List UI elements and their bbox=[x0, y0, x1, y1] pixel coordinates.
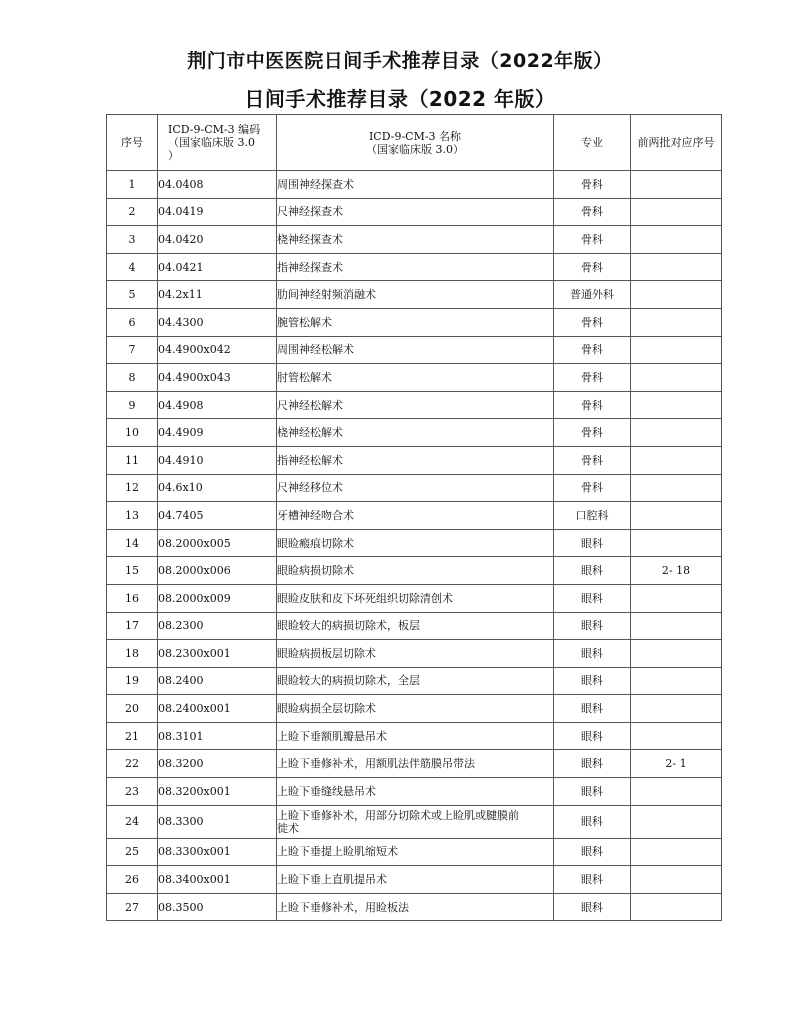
row-number: 15 bbox=[107, 557, 158, 585]
procedure-name: 眼睑病损切除术 bbox=[277, 557, 554, 585]
procedure-name: 桡神经松解术 bbox=[277, 419, 554, 447]
previous-batch-number bbox=[631, 695, 722, 723]
table-row bbox=[107, 308, 722, 336]
row-number: 12 bbox=[107, 474, 158, 502]
table-row bbox=[107, 226, 722, 254]
table-row bbox=[107, 667, 722, 695]
procedure-name: 尺神经松解术 bbox=[277, 391, 554, 419]
procedure-name: 眼睑病损全层切除术 bbox=[277, 695, 554, 723]
previous-batch-number bbox=[631, 171, 722, 199]
icd-code: 08.2000x006 bbox=[158, 557, 277, 585]
table-row bbox=[107, 866, 722, 894]
procedure-name: 上睑下垂额肌瓣悬吊术 bbox=[277, 722, 554, 750]
document-subtitle: 日间手术推荐目录（2022 年版） bbox=[244, 87, 556, 111]
procedure-name: 桡神经探查术 bbox=[277, 226, 554, 254]
previous-batch-number bbox=[631, 364, 722, 392]
table-row bbox=[107, 612, 722, 640]
row-number: 3 bbox=[107, 226, 158, 254]
table-row bbox=[107, 474, 722, 502]
icd-code: 04.6x10 bbox=[158, 474, 277, 502]
procedure-name: 眼睑皮肤和皮下坏死组织切除清创术 bbox=[277, 584, 554, 612]
table-row bbox=[107, 253, 722, 281]
table-row bbox=[107, 695, 722, 723]
icd-code: 08.3500 bbox=[158, 893, 277, 921]
previous-batch-number bbox=[631, 667, 722, 695]
row-number: 26 bbox=[107, 866, 158, 894]
icd-code: 08.3101 bbox=[158, 722, 277, 750]
department: 眼科 bbox=[554, 667, 631, 695]
procedure-name: 周围神经探查术 bbox=[277, 171, 554, 199]
row-number: 24 bbox=[107, 805, 158, 838]
previous-batch-number bbox=[631, 893, 722, 921]
row-number: 13 bbox=[107, 502, 158, 530]
procedure-name: 上睑下垂修补术，用额肌法伴筋膜吊带法 bbox=[277, 750, 554, 778]
table-row bbox=[107, 281, 722, 309]
row-number: 19 bbox=[107, 667, 158, 695]
row-number: 11 bbox=[107, 446, 158, 474]
table-row bbox=[107, 171, 722, 199]
previous-batch-number bbox=[631, 446, 722, 474]
table-row bbox=[107, 722, 722, 750]
row-number: 18 bbox=[107, 640, 158, 668]
previous-batch-number bbox=[631, 226, 722, 254]
department: 骨科 bbox=[554, 171, 631, 199]
header-number: 序号 bbox=[107, 115, 158, 171]
department: 骨科 bbox=[554, 364, 631, 392]
icd-code: 08.2400x001 bbox=[158, 695, 277, 723]
icd-code: 04.4900x043 bbox=[158, 364, 277, 392]
row-number: 9 bbox=[107, 391, 158, 419]
department: 眼科 bbox=[554, 778, 631, 806]
previous-batch-number bbox=[631, 866, 722, 894]
department: 骨科 bbox=[554, 198, 631, 226]
procedure-name: 眼睑较大的病损切除术，全层 bbox=[277, 667, 554, 695]
procedure-name: 上睑下垂缝线悬吊术 bbox=[277, 778, 554, 806]
icd-code: 04.0420 bbox=[158, 226, 277, 254]
icd-code: 04.0421 bbox=[158, 253, 277, 281]
previous-batch-number bbox=[631, 640, 722, 668]
table-row bbox=[107, 778, 722, 806]
department: 眼科 bbox=[554, 893, 631, 921]
table-row bbox=[107, 529, 722, 557]
previous-batch-number bbox=[631, 336, 722, 364]
procedure-name: 肘管松解术 bbox=[277, 364, 554, 392]
table-row bbox=[107, 419, 722, 447]
procedure-name: 牙槽神经吻合术 bbox=[277, 502, 554, 530]
department: 眼科 bbox=[554, 838, 631, 866]
icd-code: 04.4909 bbox=[158, 419, 277, 447]
previous-batch-number bbox=[631, 391, 722, 419]
header-icd-name: ICD-9-CM-3 名称 （国家临床版 3.0） bbox=[277, 115, 554, 171]
row-number: 17 bbox=[107, 612, 158, 640]
procedure-name: 上睑下垂修补术，用部分切除术或上睑肌或腱膜前 徙术 bbox=[277, 805, 554, 838]
icd-code: 08.2300x001 bbox=[158, 640, 277, 668]
row-number: 8 bbox=[107, 364, 158, 392]
procedure-name: 上睑下垂上直肌提吊术 bbox=[277, 866, 554, 894]
header-department: 专业 bbox=[554, 115, 631, 171]
header-icd-code: ICD-9-CM-3 编码 （国家临床版 3.0 ） bbox=[158, 115, 277, 171]
table-row bbox=[107, 584, 722, 612]
table-header-row bbox=[107, 115, 722, 171]
department: 骨科 bbox=[554, 226, 631, 254]
row-number: 16 bbox=[107, 584, 158, 612]
row-number: 2 bbox=[107, 198, 158, 226]
department: 眼科 bbox=[554, 866, 631, 894]
department: 普通外科 bbox=[554, 281, 631, 309]
icd-code: 08.3300x001 bbox=[158, 838, 277, 866]
table-row bbox=[107, 198, 722, 226]
department: 眼科 bbox=[554, 750, 631, 778]
row-number: 21 bbox=[107, 722, 158, 750]
icd-code: 08.3300 bbox=[158, 805, 277, 838]
department: 眼科 bbox=[554, 722, 631, 750]
procedure-name: 肋间神经射频消融术 bbox=[277, 281, 554, 309]
icd-code: 08.2000x005 bbox=[158, 529, 277, 557]
row-number: 22 bbox=[107, 750, 158, 778]
department: 眼科 bbox=[554, 584, 631, 612]
procedure-name: 眼睑较大的病损切除术，板层 bbox=[277, 612, 554, 640]
previous-batch-number bbox=[631, 502, 722, 530]
previous-batch-number bbox=[631, 308, 722, 336]
table-row bbox=[107, 391, 722, 419]
table-row bbox=[107, 640, 722, 668]
department: 骨科 bbox=[554, 474, 631, 502]
procedure-name: 腕管松解术 bbox=[277, 308, 554, 336]
icd-code: 08.2300 bbox=[158, 612, 277, 640]
row-number: 10 bbox=[107, 419, 158, 447]
table-row bbox=[107, 805, 722, 838]
procedure-name: 周围神经松解术 bbox=[277, 336, 554, 364]
procedure-name: 尺神经移位术 bbox=[277, 474, 554, 502]
row-number: 5 bbox=[107, 281, 158, 309]
icd-code: 08.2000x009 bbox=[158, 584, 277, 612]
table-row bbox=[107, 364, 722, 392]
icd-code: 04.0408 bbox=[158, 171, 277, 199]
procedure-name: 上睑下垂提上睑肌缩短术 bbox=[277, 838, 554, 866]
icd-code: 08.3200 bbox=[158, 750, 277, 778]
department: 骨科 bbox=[554, 419, 631, 447]
row-number: 25 bbox=[107, 838, 158, 866]
previous-batch-number bbox=[631, 253, 722, 281]
previous-batch-number bbox=[631, 584, 722, 612]
procedure-name: 指神经松解术 bbox=[277, 446, 554, 474]
row-number: 23 bbox=[107, 778, 158, 806]
procedure-name: 指神经探查术 bbox=[277, 253, 554, 281]
row-number: 1 bbox=[107, 171, 158, 199]
previous-batch-number: 2- 18 bbox=[631, 557, 722, 585]
row-number: 7 bbox=[107, 336, 158, 364]
table-row bbox=[107, 446, 722, 474]
department: 眼科 bbox=[554, 695, 631, 723]
icd-code: 08.3400x001 bbox=[158, 866, 277, 894]
icd-code: 04.2x11 bbox=[158, 281, 277, 309]
row-number: 27 bbox=[107, 893, 158, 921]
table-row bbox=[107, 750, 722, 778]
previous-batch-number bbox=[631, 838, 722, 866]
icd-code: 04.4908 bbox=[158, 391, 277, 419]
department: 骨科 bbox=[554, 336, 631, 364]
icd-code: 08.2400 bbox=[158, 667, 277, 695]
icd-code: 04.0419 bbox=[158, 198, 277, 226]
previous-batch-number bbox=[631, 198, 722, 226]
department: 眼科 bbox=[554, 529, 631, 557]
previous-batch-number bbox=[631, 612, 722, 640]
previous-batch-number bbox=[631, 474, 722, 502]
previous-batch-number bbox=[631, 805, 722, 838]
surgery-catalog-table bbox=[106, 114, 722, 921]
icd-code: 04.4300 bbox=[158, 308, 277, 336]
department: 眼科 bbox=[554, 805, 631, 838]
department: 骨科 bbox=[554, 253, 631, 281]
previous-batch-number bbox=[631, 722, 722, 750]
table-row bbox=[107, 893, 722, 921]
header-previous-number: 前两批对应序号 bbox=[631, 115, 722, 171]
department: 口腔科 bbox=[554, 502, 631, 530]
department: 眼科 bbox=[554, 612, 631, 640]
icd-code: 04.4900x042 bbox=[158, 336, 277, 364]
procedure-name: 尺神经探查术 bbox=[277, 198, 554, 226]
document-title: 荆门市中医医院日间手术推荐目录（2022年版） bbox=[187, 50, 613, 72]
icd-code: 08.3200x001 bbox=[158, 778, 277, 806]
procedure-name: 眼睑病损板层切除术 bbox=[277, 640, 554, 668]
row-number: 14 bbox=[107, 529, 158, 557]
department: 眼科 bbox=[554, 640, 631, 668]
previous-batch-number bbox=[631, 778, 722, 806]
department: 骨科 bbox=[554, 308, 631, 336]
previous-batch-number bbox=[631, 529, 722, 557]
row-number: 4 bbox=[107, 253, 158, 281]
previous-batch-number bbox=[631, 419, 722, 447]
row-number: 6 bbox=[107, 308, 158, 336]
table-row bbox=[107, 502, 722, 530]
icd-code: 04.4910 bbox=[158, 446, 277, 474]
department: 眼科 bbox=[554, 557, 631, 585]
table-row bbox=[107, 838, 722, 866]
previous-batch-number: 2- 1 bbox=[631, 750, 722, 778]
table-row bbox=[107, 557, 722, 585]
previous-batch-number bbox=[631, 281, 722, 309]
department: 骨科 bbox=[554, 446, 631, 474]
procedure-name: 眼睑瘢痕切除术 bbox=[277, 529, 554, 557]
row-number: 20 bbox=[107, 695, 158, 723]
department: 骨科 bbox=[554, 391, 631, 419]
procedure-name: 上睑下垂修补术，用睑板法 bbox=[277, 893, 554, 921]
table-row bbox=[107, 336, 722, 364]
icd-code: 04.7405 bbox=[158, 502, 277, 530]
